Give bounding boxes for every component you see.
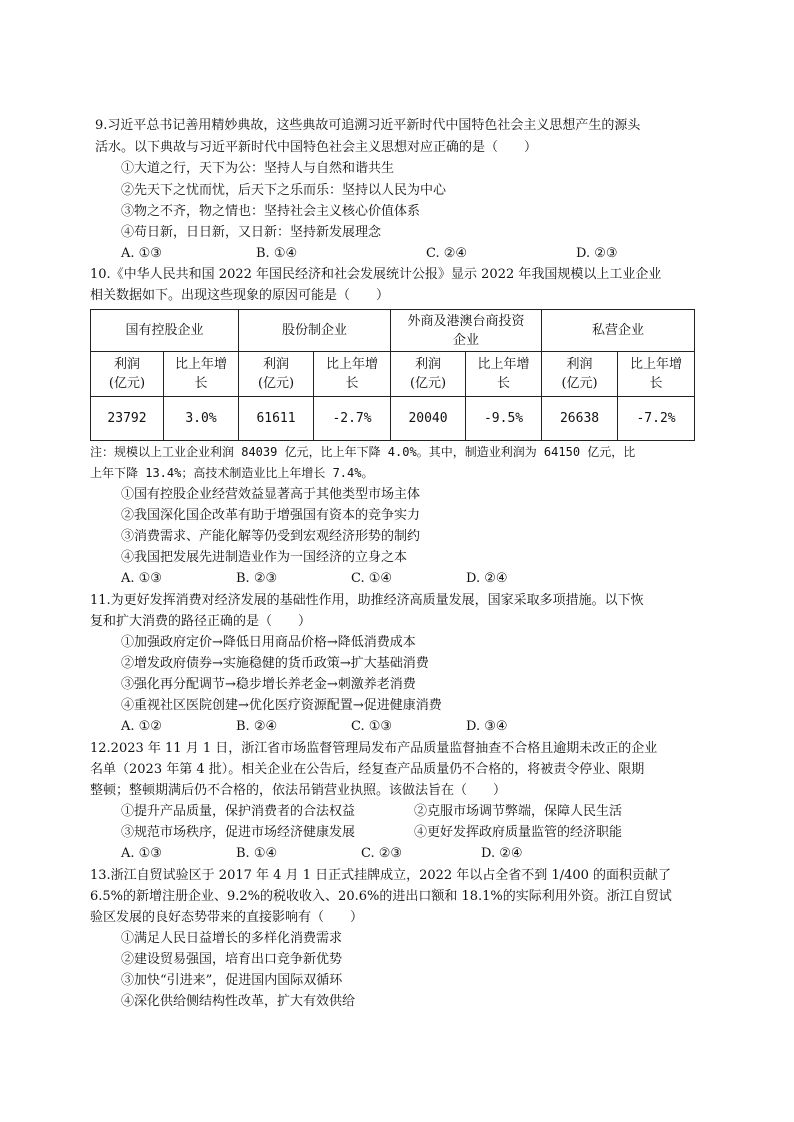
- q11-item-2: ②增发政府债券→实施稳健的货币政策→扩大基础消费: [121, 656, 429, 671]
- growth-label-1: 比上年增: [630, 357, 683, 372]
- q10-stem-line2: 相关数据如下。出现这些现象的原因可能是（ ）: [90, 288, 390, 303]
- table-cell: 3.0%: [164, 397, 239, 441]
- q9-item-2: ②先天下之忧而忧，后天下之乐而乐：坚持以人民为中心: [121, 183, 447, 198]
- profit-unit: (亿元): [561, 376, 598, 391]
- group-header-shareholding: 股份制企业: [239, 310, 391, 352]
- profit-label: 利润: [566, 357, 593, 372]
- group-header-foreign: [391, 310, 542, 352]
- q10-note-line1: 注：规模以上工业企业利润 84039 亿元，比上年下降 4.0%。其中，制造业利润为 64150 亿元，比: [90, 445, 636, 459]
- q10-item-3: ③消费需求、产能化解等仍受到宏观经济形势的制约: [121, 529, 421, 544]
- q12-item-2: ②克服市场调节弊端，保障人民生活: [414, 804, 623, 819]
- q11-choices: [121, 717, 721, 737]
- q9-choices: [121, 244, 721, 264]
- table-cell: 61611: [239, 397, 314, 441]
- table-cell: -9.5%: [466, 397, 542, 441]
- group-header-state: 国有控股企业: [91, 310, 239, 352]
- q12-stem-line3: 整顿；整顿期满后仍不合格的，依法吊销营业执照。该做法旨在（ ）: [90, 783, 507, 798]
- sub-header-growth: [164, 352, 239, 397]
- q13-item-2: ②建设贸易强国，培育出口竞争新优势: [121, 952, 343, 967]
- q10-choices: [121, 569, 721, 589]
- q12-choice-d[interactable]: D. ②④: [481, 846, 523, 861]
- q11-choice-a[interactable]: A. ①②: [121, 719, 162, 734]
- q12-stem-line2: 名单（2023 年第 4 批）。相关企业在公告后，经复查产品质量仍不合格的，将被责令停业、限期: [90, 762, 645, 777]
- q12-stem-line1: 12.2023 年 11 月 1 日，浙江省市场监督管理局发布产品质量监督抽查不合格且逾期未改正的企业: [90, 741, 658, 756]
- q13-stem-line3: 验区发展的良好态势带来的直接影响有（ ）: [90, 910, 364, 925]
- profit-unit: (亿元): [409, 376, 447, 391]
- q11-choice-b[interactable]: B. ②④: [236, 719, 278, 734]
- q12-choice-a[interactable]: A. ①③: [121, 846, 162, 861]
- q9-stem-line1: 9.习近平总书记善用精妙典故，这些典故可追溯习近平新时代中国特色社会主义思想产生的源头: [95, 118, 641, 133]
- q10-stem-line1: 10.《中华人民共和国 2022 年国民经济和社会发展统计公报》显示 2022 年我国规模以上工业企业: [90, 267, 662, 282]
- q11-item-4: ④重视社区医院创建→优化医疗资源配置→促进健康消费: [121, 698, 442, 713]
- q11-choice-d[interactable]: D. ③④: [466, 719, 508, 734]
- q13-stem-line2: 6.5%的新增注册企业、9.2%的税收收入、20.6%的进出口额和 18.1%的实际利用外资。浙江自贸试: [90, 889, 672, 904]
- profit-unit: (亿元): [108, 376, 146, 391]
- q12-choices: [121, 844, 721, 864]
- sub-header-profit: [91, 352, 164, 397]
- q9-choice-c[interactable]: C. ②④: [426, 246, 468, 261]
- table-cell: -7.2%: [618, 397, 695, 441]
- q9-stem-line2: 活水。以下典故与习近平新时代中国特色社会主义思想对应正确的是（ ）: [95, 140, 538, 155]
- growth-label-2: 长: [497, 376, 511, 391]
- group-header-foreign-line1: 外商及港澳台商投资: [407, 313, 525, 329]
- q10-choice-a[interactable]: A. ①③: [121, 571, 162, 586]
- sub-header-profit: [542, 352, 618, 397]
- q11-item-3: ③强化再分配调节→稳步增长养老金→刺激养老消费: [121, 677, 416, 692]
- group-header-foreign-line2: 企业: [453, 332, 480, 348]
- growth-label-1: 比上年增: [477, 357, 530, 372]
- q13-item-3: ③加快“引进来”，促进国内国际双循环: [121, 973, 343, 988]
- q12-item-1: ①提升产品质量，保护消费者的合法权益: [121, 804, 356, 819]
- q9-item-4: ④苟日新，日日新，又日新：坚持新发展理念: [121, 225, 382, 240]
- q10-choice-d[interactable]: D. ②④: [466, 571, 508, 586]
- q12-choice-c[interactable]: C. ②③: [361, 846, 403, 861]
- sub-header-profit: [391, 352, 466, 397]
- table-cell: 20040: [391, 397, 466, 441]
- q11-stem-line1: 11.为更好发挥消费对经济发展的基础性作用，助推经济高质量发展，国家采取多项措施。以下恢: [90, 593, 644, 608]
- sub-header-growth: [466, 352, 542, 397]
- growth-label-1: 比上年增: [175, 357, 228, 372]
- q10-item-4: ④我国把发展先进制造业作为一国经济的立身之本: [121, 550, 408, 565]
- profit-unit: (亿元): [257, 376, 295, 391]
- sub-header-growth: [618, 352, 695, 397]
- profit-label: 利润: [263, 357, 290, 372]
- table-cell: -2.7%: [314, 397, 391, 441]
- growth-label-2: 长: [649, 376, 663, 391]
- q9-item-3: ③物之不齐，物之情也：坚持社会主义核心价值体系: [121, 204, 421, 219]
- industrial-profit-table: [90, 309, 695, 441]
- q9-item-1: ①大道之行，天下为公：坚持人与自然和谐共生: [121, 161, 395, 176]
- table-cell: 26638: [542, 397, 618, 441]
- q10-item-2: ②我国深化国企改革有助于增强国有资本的竞争实力: [121, 508, 421, 523]
- q11-stem-line2: 复和扩大消费的路径正确的是（ ）: [90, 614, 312, 629]
- profit-label: 利润: [415, 357, 442, 372]
- q9-choice-a[interactable]: A. ①③: [121, 246, 162, 261]
- q11-item-1: ①加强政府定价→降低日用商品价格→降低消费成本: [121, 635, 416, 650]
- q12-choice-b[interactable]: B. ①④: [236, 846, 278, 861]
- group-header-private: 私营企业: [542, 310, 695, 352]
- growth-label-2: 长: [345, 376, 359, 391]
- q12-item-4: ④更好发挥政府质量监管的经济职能: [414, 825, 623, 840]
- q10-choice-b[interactable]: B. ②③: [236, 571, 278, 586]
- q12-item-3: ③规范市场秩序，促进市场经济健康发展: [121, 825, 356, 840]
- q9-choice-b[interactable]: B. ①④: [256, 246, 298, 261]
- q11-choice-c[interactable]: C. ①③: [351, 719, 393, 734]
- q10-choice-c[interactable]: C. ①④: [351, 571, 393, 586]
- q9-choice-d[interactable]: D. ②③: [576, 246, 618, 261]
- sub-header-growth: [314, 352, 391, 397]
- sub-header-profit: [239, 352, 314, 397]
- profit-label: 利润: [113, 357, 140, 372]
- growth-label-2: 长: [194, 376, 208, 391]
- growth-label-1: 比上年增: [326, 357, 379, 372]
- q10-item-1: ①国有控股企业经营效益显著高于其他类型市场主体: [121, 487, 421, 502]
- table-cell: 23792: [91, 397, 164, 441]
- q10-note-line2: 上年下降 13.4%；高技术制造业比上年增长 7.4%。: [90, 466, 374, 480]
- q13-stem-line1: 13.浙江自贸试验区于 2017 年 4 月 1 日正式挂牌成立，2022 年以占全省不到 1/400 的面积贡献了: [90, 868, 672, 883]
- q13-item-1: ①满足人民日益增长的多样化消费需求: [121, 931, 343, 946]
- q13-item-4: ④深化供给侧结构性改革，扩大有效供给: [121, 994, 356, 1009]
